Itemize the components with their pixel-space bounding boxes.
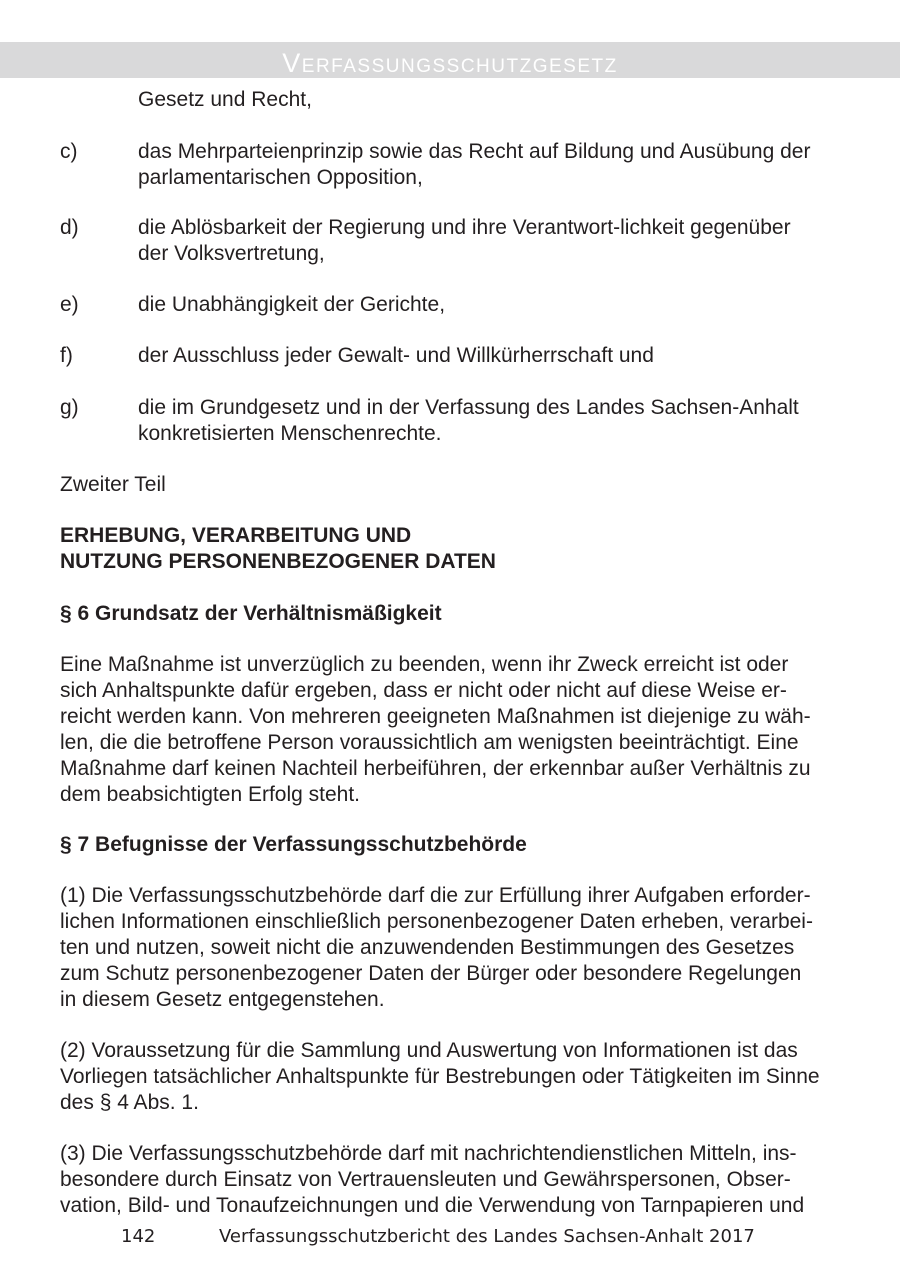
section-7-para-2-line: Vorliegen tatsächlicher Anhaltspunkte für Bestrebungen oder Tätigkeiten im Sinne bbox=[60, 1065, 820, 1088]
page-number: 142 bbox=[121, 1226, 156, 1247]
part-title-line-1: ERHEBUNG, VERARBEITUNG UND bbox=[60, 524, 412, 547]
section-6-line: Eine Maßnahme ist unverzüglich zu beenden, wenn ihr Zweck erreicht ist oder bbox=[60, 653, 789, 676]
section-7-para-1-line: ten und nutzen, soweit nicht die anzuwendenden Bestimmungen des Gesetzes bbox=[60, 936, 795, 959]
section-7-para-1-line: zum Schutz personenbezogener Daten der Bürger oder besondere Regelungen bbox=[60, 962, 802, 985]
part-label: Zweiter Teil bbox=[60, 473, 166, 496]
section-6-heading: § 6 Grundsatz der Verhältnismäßigkeit bbox=[60, 602, 442, 625]
section-7-para-1-line: in diesem Gesetz entgegenstehen. bbox=[60, 988, 385, 1011]
section-7-para-2-line: (2) Voraussetzung für die Sammlung und Auswertung von Informationen ist das bbox=[60, 1039, 798, 1062]
section-7-para-1-line: (1) Die Verfassungsschutzbehörde darf die zur Erfüllung ihrer Aufgaben erforder- bbox=[60, 884, 811, 907]
section-6-line: dem beabsichtigten Erfolg steht. bbox=[60, 783, 361, 806]
section-6-line: len, die die betroffene Person voraussichtlich am wenigsten beeinträchtigt. Eine bbox=[60, 731, 799, 754]
section-6-line: Maßnahme darf keinen Nachteil herbeiführen, der erkennbar außer Verhältnis zu bbox=[60, 757, 811, 780]
list-item-g-line-2: konkretisierten Menschenrechte. bbox=[138, 422, 442, 445]
section-7-heading: § 7 Befugnisse der Verfassungsschutzbehörde bbox=[60, 833, 527, 856]
list-label-d: d) bbox=[60, 216, 79, 239]
list-item-g-line-1: die im Grundgesetz und in der Verfassung des Landes Sachsen-Anhalt bbox=[138, 396, 799, 419]
list-label-g: g) bbox=[60, 396, 79, 419]
list-item-d-line-1: die Ablösbarkeit der Regierung und ihre Verantwort-lichkeit gegenüber bbox=[138, 216, 791, 239]
list-item-f-line-1: der Ausschluss jeder Gewalt- und Willkürherrschaft und bbox=[138, 344, 654, 367]
list-item-c-line-1: das Mehrparteienprinzip sowie das Recht auf Bildung und Ausübung der bbox=[138, 140, 811, 163]
list-label-f: f) bbox=[60, 344, 73, 367]
section-7-para-3-line: besondere durch Einsatz von Vertrauensleuten und Gewährspersonen, Obser- bbox=[60, 1168, 791, 1191]
section-6-line: sich Anhaltspunkte dafür ergeben, dass er nicht oder nicht auf diese Weise er- bbox=[60, 679, 787, 702]
continuation-line: Gesetz und Recht, bbox=[138, 88, 312, 111]
section-6-line: reicht werden kann. Von mehreren geeigneten Maßnahmen ist diejenige zu wäh- bbox=[60, 705, 811, 728]
section-7-para-3-line: (3) Die Verfassungsschutzbehörde darf mit nachrichtendienstlichen Mitteln, ins- bbox=[60, 1142, 797, 1165]
section-7-para-3-line: vation, Bild- und Tonaufzeichnungen und die Verwendung von Tarnpapieren und bbox=[60, 1194, 805, 1217]
list-label-c: c) bbox=[60, 140, 78, 163]
list-item-c-line-2: parlamentarischen Opposition, bbox=[138, 166, 423, 189]
footer-publication: Verfassungsschutzbericht des Landes Sachsen-Anhalt 2017 bbox=[219, 1226, 755, 1247]
list-item-e-line-1: die Unabhängigkeit der Gerichte, bbox=[138, 293, 446, 316]
part-title-line-2: NUTZUNG PERSONENBEZOGENER DATEN bbox=[60, 550, 496, 573]
section-7-para-1-line: lichen Informationen einschließlich personenbezogener Daten erheben, verarbei- bbox=[60, 910, 813, 933]
running-header-title: Verfassungsschutzgesetz bbox=[282, 48, 618, 78]
list-item-d-line-2: der Volksvertretung, bbox=[138, 242, 325, 265]
list-label-e: e) bbox=[60, 293, 79, 316]
section-7-para-2-line: des § 4 Abs. 1. bbox=[60, 1091, 199, 1114]
